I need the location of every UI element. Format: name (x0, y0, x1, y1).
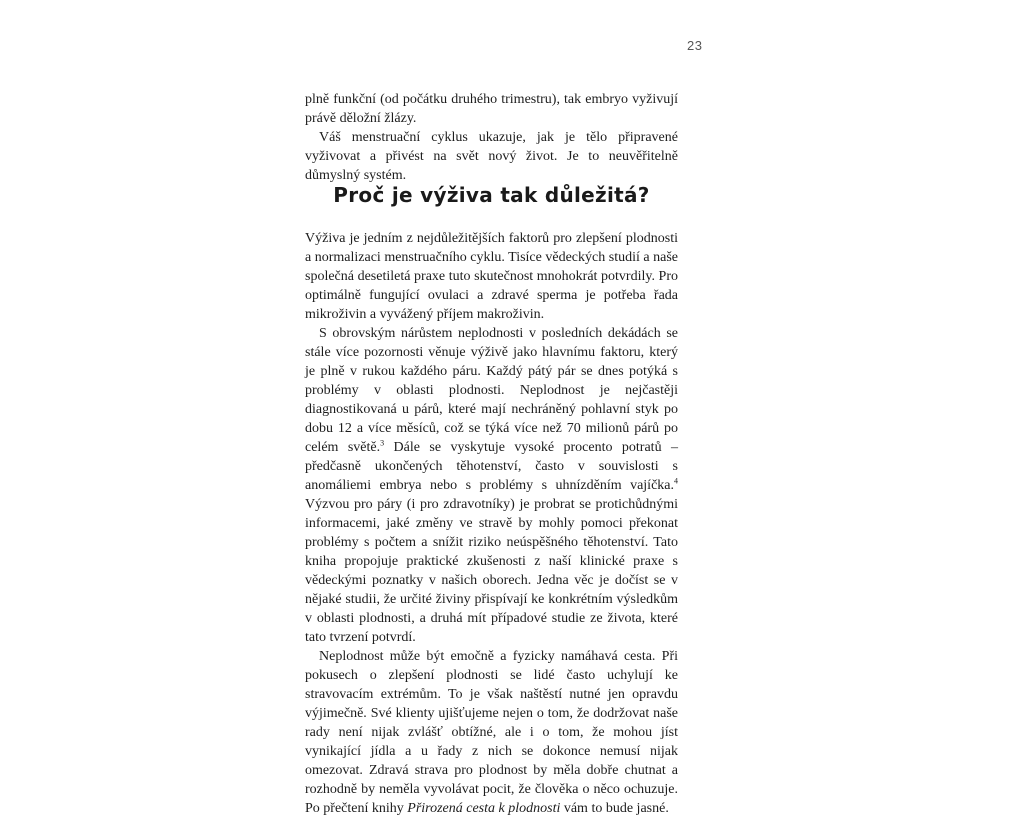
paragraph-3 (305, 647, 678, 818)
paragraph-3-part-2: vám to bude jasné. (560, 801, 669, 816)
paragraph-2-part-2: Dále se vyskytuje vysoké procento potratů – předčasně ukončených těhotenství, často v souvislosti s anomáliemi embrya nebo s problémy s uhnízděním vajíčka. (305, 440, 679, 493)
intro-paragraph-1: plně funkční (od počátku druhého trimestru), tak embryo vyživují právě děložní žlázy. (305, 92, 678, 126)
footnote-ref-3: 3 (380, 438, 385, 448)
paragraph-2-part-3: Výzvou pro páry (i pro zdravotníky) je probrat se protichůdnými informacemi, jaké změny ve stravě by mohly pomoci překonat problémy s počtem a snížit riziko neúspěšného těhotenství. Tato kniha propojuje praktické zkušenosti z naší klinické praxe s vědeckými poznatky v našich oborech. Jedna věc je dočíst se v nějaké studii, že určité živiny přispívají ke konkrétním výsledkům v oblasti plodnosti, a druhá mít případové studie ze života, které tato tvrzení potvrdí. (305, 497, 678, 645)
footnote-ref-4: 4 (674, 476, 678, 486)
section-heading: Proč je výživa tak důležitá? (333, 183, 650, 207)
section-text-block (305, 229, 678, 818)
paragraph-2 (305, 324, 678, 647)
paragraph-2-part-1: S obrovským nárůstem neplodnosti v posledních dekádách se stále více pozornosti věnuje výživě jako hlavnímu faktoru, který je plně v rukou každého páru. Každý pátý pár se dnes potýká s problémy v oblasti plodnosti. Neplodnost je nejčastěji diagnostikovaná u párů, které mají nechráněný pohlavní styk po dobu 12 a více měsíců, což se týká více než 70 milionů párů po celém světě. (305, 326, 678, 455)
intro-text-block (305, 90, 678, 185)
paragraph-1: Výživa je jedním z nejdůležitějších faktorů pro zlepšení plodnosti a normalizaci menstruačního cyklu. Tisíce vědeckých studií a naše společná desetiletá praxe tuto skutečnost mnohokrát potvrdily. Pro optimálně fungující ovulaci a zdravé sperma je potřeba řada mikroživin a vyvážený příjem makroživin. (305, 231, 678, 322)
intro-paragraph-2: Váš menstruační cyklus ukazuje, jak je tělo připravené vyživovat a přivést na svět nový život. Je to neuvěřitelně důmyslný systém. (305, 130, 678, 183)
book-title: Přirozená cesta k plodnosti (407, 801, 561, 816)
page-number: 23 (687, 38, 703, 53)
paragraph-3-part-1: Neplodnost může být emočně a fyzicky namáhavá cesta. Při pokusech o zlepšení plodnosti se lidé často uchylují ke stravovacím extrémům. To je však naštěstí nutné jen opravdu výjimečně. Své klienty ujišťujeme nejen o tom, že dodržovat naše rady není nijak zvlášť obtížné, ale i o tom, že mohou jíst vynikající jídla a u řady z nich se dokonce nemusí nijak omezovat. Zdravá strava pro plodnost by měla dobře chutnat a rozhodně by neměla vyvolávat pocit, že člověka o něco ochuzuje. Po přečtení knihy (305, 649, 678, 816)
